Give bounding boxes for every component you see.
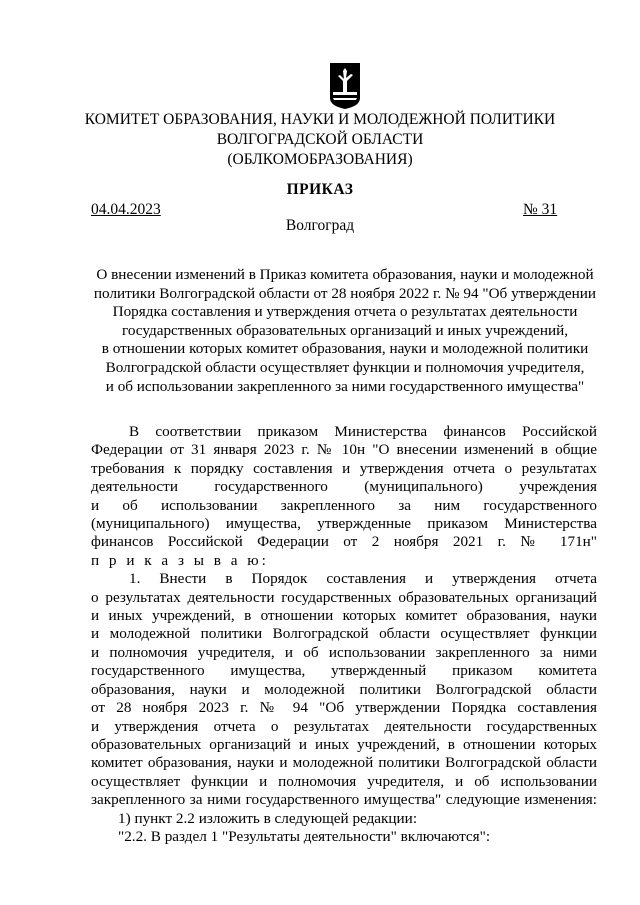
- item-1-line: комитет образования, науки и молодежной политики Волгоградской области: [91, 754, 597, 772]
- subject-line: О внесении изменений в Приказ комитета образования, науки и молодежной: [96, 266, 594, 283]
- subject-line: Волгоградской области осуществляет функции и полномочия учредителя,: [105, 358, 585, 376]
- subject-line: Порядка составления и утверждения отчета о результатах деятельности: [112, 303, 578, 321]
- item-1-line: государственного имущества, утвержденный приказом комитета: [91, 662, 597, 680]
- item-1-line: от 28 ноября 2023 г. № 94 "Об утверждении Порядка составления: [91, 699, 597, 717]
- organization-name-line-1: КОМИТЕТ ОБРАЗОВАНИЯ, НАУКИ И МОЛОДЕЖНОЙ ПОЛИТИКИ: [84, 111, 556, 128]
- order-number: № 31: [523, 201, 558, 218]
- item-1-line: и полномочия учредителя, и об использовании закрепленного за ними: [91, 643, 597, 661]
- subitem-2-2: "2.2. В раздел 1 "Результаты деятельности" включаются":: [118, 827, 491, 845]
- body-line: Федерации от 31 января 2023 г. № 10н "О внесении изменений в общие: [91, 441, 597, 459]
- organization-name-line-2: ВОЛГОГРАДСКОЙ ОБЛАСТИ: [216, 131, 424, 148]
- item-1-line: и молодежной политики Волгоградской области осуществляет функции: [91, 625, 597, 643]
- order-date: 04.04.2023: [91, 201, 161, 218]
- subject-line: государственных образовательных организаций и иных учреждений,: [121, 321, 568, 339]
- item-1-line: образовательных организаций и иных учреждений, в отношении которых: [91, 735, 597, 753]
- subject-line: и об использовании закрепленного за ними государственного имущества": [105, 377, 585, 395]
- item-1-line: осуществляет функции и полномочия учредителя, и об использовании: [91, 772, 597, 790]
- item-1-line: и иных учреждений, в отношении которых комитет образования, науки: [91, 607, 597, 625]
- organization-abbreviation: (ОБЛКОМОБРАЗОВАНИЯ): [227, 151, 413, 168]
- item-1-line: образования, науки и молодежной политики Волгоградской области: [91, 680, 597, 698]
- item-1-line: 1. Внести в Порядок составления и утверждения отчета: [129, 570, 597, 588]
- subject-line: политики Волгоградской области от 28 ноября 2022 г. № 94 "Об утверждении: [93, 284, 597, 302]
- order-city: Волгоград: [285, 217, 355, 234]
- body-line: финансов Российской Федерации от 2 ноября 2021 г. № 171н": [91, 533, 597, 551]
- body-line: деятельности государственного (муниципального) учреждения: [91, 478, 597, 496]
- body-line: В соответствии приказом Министерства финансов Российской: [129, 423, 597, 440]
- item-1-line: и утверждения отчета о результатах деятельности государственных: [91, 717, 597, 735]
- coat-of-arms-icon: [329, 62, 361, 110]
- document-title: ПРИКАЗ: [286, 181, 354, 198]
- body-line: (муниципального) имущества, утвержденные приказом Министерства: [91, 515, 597, 533]
- subitem-1: 1) пункт 2.2 изложить в следующей редакции:: [118, 809, 418, 827]
- item-1-line: о результатах деятельности государственных образовательных организаций: [91, 588, 597, 606]
- body-line: требования к порядку составления и утверждения отчета о результатах: [91, 459, 597, 477]
- order-subject: [80, 266, 610, 396]
- item-1-line: закрепленного за ними государственного имущества" следующие изменения:: [91, 791, 597, 809]
- order-body: [91, 423, 597, 846]
- subject-line: в отношении которых комитет образования, науки и молодежной политики: [101, 340, 589, 358]
- order-directive: п р и к а з ы в а ю:: [91, 551, 269, 569]
- body-line: и об использовании закрепленного за ним государственного: [91, 496, 597, 514]
